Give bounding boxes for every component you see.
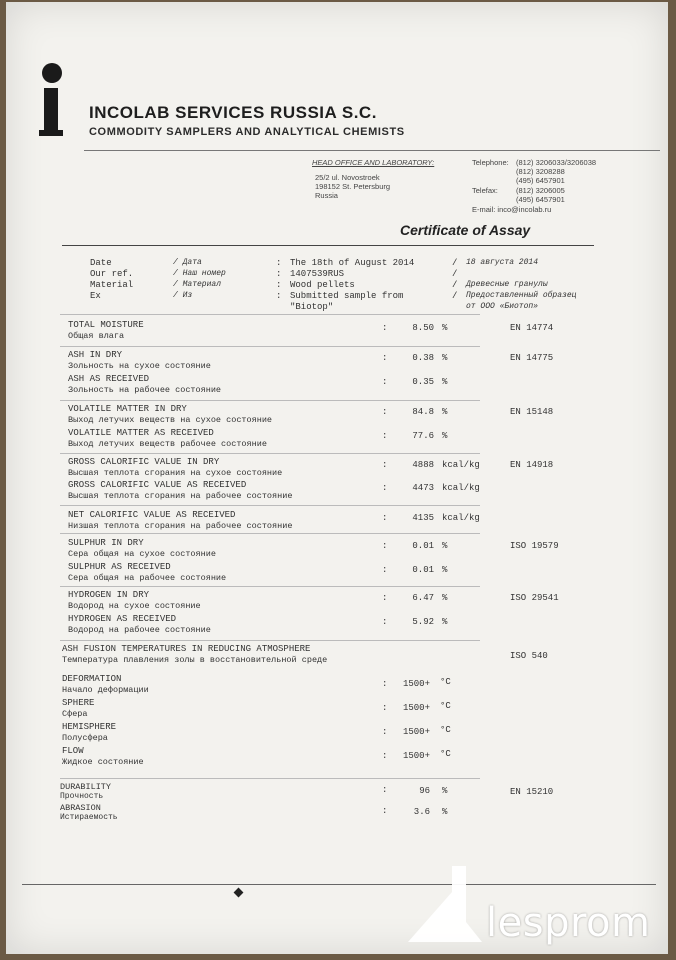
document-page xyxy=(6,2,668,954)
fusion-value: 1500+ xyxy=(402,751,430,761)
lesprom-logo-icon xyxy=(404,862,484,944)
result-value: 8.50 xyxy=(412,323,434,333)
result-colon: : xyxy=(382,541,388,551)
result-standard: ISO 19579 xyxy=(510,541,559,551)
result-label-ru: Сера общая на рабочее состояние xyxy=(68,573,227,583)
result-label-ru: Зольность на рабочее состояние xyxy=(68,385,222,395)
fusion-value: 1500+ xyxy=(402,679,430,689)
info-slash: / xyxy=(452,258,458,268)
info-label-material-ru: / Материал xyxy=(173,280,222,289)
result-colon: : xyxy=(382,353,388,363)
result-unit: % xyxy=(442,323,448,333)
info-label-date: Date xyxy=(90,258,112,268)
address-line-1: 25/2 ul. Novostroek xyxy=(315,173,380,182)
result-unit: % xyxy=(442,593,448,603)
result-unit: % xyxy=(442,353,448,363)
result-label-ru: Водород на сухое состояние xyxy=(68,601,201,611)
group-separator xyxy=(60,314,480,315)
title-rule xyxy=(62,245,594,246)
info-value-ref: 1407539RUS xyxy=(290,269,345,279)
info-slash: / xyxy=(452,280,458,290)
result-colon: : xyxy=(382,431,388,441)
durability-label-ru: Прочность xyxy=(60,792,104,801)
fusion-label-ru: Полусфера xyxy=(62,733,108,743)
result-colon: : xyxy=(382,565,388,575)
result-unit: % xyxy=(442,377,448,387)
info-value-date: The 18th of August 2014 xyxy=(290,258,415,268)
result-value: 0.38 xyxy=(412,353,434,363)
info-slash: / xyxy=(452,269,458,279)
group-separator xyxy=(60,640,480,641)
result-unit: kcal/kg xyxy=(442,460,480,470)
result-standard: EN 14775 xyxy=(510,353,554,363)
fusion-unit: °C xyxy=(440,749,451,759)
fusion-colon: : xyxy=(382,703,388,713)
info-colon: : xyxy=(276,269,282,279)
durability-colon: : xyxy=(382,806,388,816)
durability-unit: % xyxy=(442,807,448,817)
durability-label-ru: Истираемость xyxy=(60,813,118,822)
result-colon: : xyxy=(382,407,388,417)
result-label-ru: Высшая теплота сгорания на сухое состояние xyxy=(68,468,283,478)
result-standard: ISO 29541 xyxy=(510,593,559,603)
info-label-ref: Our ref. xyxy=(90,269,134,279)
fusion-standard: ISO 540 xyxy=(510,651,548,661)
result-label: GROSS CALORIFIC VALUE IN DRY xyxy=(68,457,220,467)
result-value: 84.8 xyxy=(412,407,434,417)
telefax-label: Telefax: xyxy=(472,186,498,195)
result-label-ru: Низшая теплота сгорания на рабочее состояние xyxy=(68,521,293,531)
fusion-label: HEMISPHERE xyxy=(62,722,117,732)
incolab-logo-bar xyxy=(44,88,58,134)
result-colon: : xyxy=(382,483,388,493)
result-standard: EN 14774 xyxy=(510,323,554,333)
durability-label: DURABILITY xyxy=(60,782,112,792)
telefax-1: (812) 3206005 xyxy=(516,186,565,195)
result-label: VOLATILE MATTER IN DRY xyxy=(68,404,187,414)
info-slash: / xyxy=(452,291,458,301)
fusion-unit: °C xyxy=(440,701,451,711)
incolab-logo-base xyxy=(39,130,63,136)
result-unit: kcal/kg xyxy=(442,483,480,493)
result-label: ASH IN DRY xyxy=(68,350,123,360)
company-tagline: COMMODITY SAMPLERS AND ANALYTICAL CHEMISTS xyxy=(89,126,405,138)
result-label: GROSS CALORIFIC VALUE AS RECEIVED xyxy=(68,480,247,490)
durability-value: 3.6 xyxy=(413,807,430,817)
fusion-label-ru: Сфера xyxy=(62,709,88,719)
fusion-title-ru: Температура плавления золы в восстановительной среде xyxy=(62,655,328,665)
telephone-1: (812) 3206033/3206038 xyxy=(516,158,597,167)
result-value: 0.01 xyxy=(412,541,434,551)
header-rule xyxy=(84,150,660,151)
durability-unit: % xyxy=(442,786,448,796)
result-label: SULPHUR AS RECEIVED xyxy=(68,562,171,572)
telephone-2: (812) 3208288 xyxy=(516,167,565,176)
durability-standard: EN 15210 xyxy=(510,787,554,797)
result-colon: : xyxy=(382,513,388,523)
info-colon: : xyxy=(276,291,282,301)
result-value: 0.35 xyxy=(412,377,434,387)
result-colon: : xyxy=(382,460,388,470)
fusion-colon: : xyxy=(382,727,388,737)
address-line-3: Russia xyxy=(315,191,338,200)
result-label: HYDROGEN AS RECEIVED xyxy=(68,614,177,624)
durability-label: ABRASION xyxy=(60,803,101,813)
info-colon: : xyxy=(276,280,282,290)
info-value-ex: Submitted sample from xyxy=(290,291,404,301)
fusion-colon: : xyxy=(382,679,388,689)
fusion-unit: °C xyxy=(440,677,451,687)
group-separator xyxy=(60,778,480,779)
info-value-ex-2: "Biotop" xyxy=(290,302,334,312)
result-unit: % xyxy=(442,617,448,627)
result-value: 4135 xyxy=(412,513,434,523)
group-separator xyxy=(60,586,480,587)
result-colon: : xyxy=(382,377,388,387)
certificate-title: Certificate of Assay xyxy=(400,222,531,238)
fusion-label: SPHERE xyxy=(62,698,95,708)
fusion-colon: : xyxy=(382,751,388,761)
info-label-ex: Ex xyxy=(90,291,101,301)
result-colon: : xyxy=(382,323,388,333)
address-line-2: 198152 St. Petersburg xyxy=(315,182,391,191)
result-unit: % xyxy=(442,565,448,575)
result-colon: : xyxy=(382,593,388,603)
result-label: HYDROGEN IN DRY xyxy=(68,590,150,600)
result-standard: EN 14918 xyxy=(510,460,554,470)
result-label: ASH AS RECEIVED xyxy=(68,374,150,384)
result-unit: kcal/kg xyxy=(442,513,480,523)
result-label: VOLATILE MATTER AS RECEIVED xyxy=(68,428,214,438)
group-separator xyxy=(60,533,480,534)
info-value-material: Wood pellets xyxy=(290,280,355,290)
info-label-material: Material xyxy=(90,280,134,290)
result-label-ru: Общая влага xyxy=(68,331,125,341)
group-separator xyxy=(60,400,480,401)
result-label-ru: Выход летучих веществ на сухое состояние xyxy=(68,415,273,425)
fusion-value: 1500+ xyxy=(402,727,430,737)
incolab-logo-dot xyxy=(42,63,62,83)
result-label: NET CALORIFIC VALUE AS RECEIVED xyxy=(68,510,236,520)
fusion-label-ru: Начало деформации xyxy=(62,685,149,695)
fusion-value: 1500+ xyxy=(402,703,430,713)
result-value: 4473 xyxy=(412,483,434,493)
info-value-ex-ru-2: от ООО «Биотоп» xyxy=(466,302,539,311)
result-label: SULPHUR IN DRY xyxy=(68,538,144,548)
info-label-ex-ru: / Из xyxy=(173,291,193,300)
email: E-mail: inco@incolab.ru xyxy=(472,205,552,214)
result-unit: % xyxy=(442,407,448,417)
result-label-ru: Зольность на сухое состояние xyxy=(68,361,211,371)
fusion-label: FLOW xyxy=(62,746,84,756)
telephone-label: Telephone: xyxy=(472,158,509,167)
result-label-ru: Высшая теплота сгорания на рабочее состояние xyxy=(68,491,293,501)
info-value-date-ru: 18 августа 2014 xyxy=(466,258,539,267)
fusion-title: ASH FUSION TEMPERATURES IN REDUCING ATMOSPHERE xyxy=(62,644,311,654)
telefax-2: (495) 6457901 xyxy=(516,195,565,204)
result-unit: % xyxy=(442,541,448,551)
result-colon: : xyxy=(382,617,388,627)
fusion-label: DEFORMATION xyxy=(62,674,122,684)
durability-colon: : xyxy=(382,785,388,795)
result-unit: % xyxy=(442,431,448,441)
result-value: 0.01 xyxy=(412,565,434,575)
result-standard: EN 15148 xyxy=(510,407,554,417)
result-value: 6.47 xyxy=(412,593,434,603)
fusion-label-ru: Жидкое состояние xyxy=(62,757,144,767)
result-label: TOTAL MOISTURE xyxy=(68,320,144,330)
result-label-ru: Водород на рабочее состояние xyxy=(68,625,211,635)
result-label-ru: Сера общая на сухое состояние xyxy=(68,549,216,559)
durability-value: 96 xyxy=(419,786,430,796)
group-separator xyxy=(60,453,480,454)
info-value-material-ru: Древесные гранулы xyxy=(466,280,548,289)
group-separator xyxy=(60,346,480,347)
office-label: HEAD OFFICE AND LABORATORY: xyxy=(312,158,435,167)
result-value: 5.92 xyxy=(412,617,434,627)
watermark-text: lesprom xyxy=(486,900,651,946)
info-colon: : xyxy=(276,258,282,268)
result-label-ru: Выход летучих веществ рабочее состояние xyxy=(68,439,267,449)
telephone-3: (495) 6457901 xyxy=(516,176,565,185)
footer-rule xyxy=(22,884,656,885)
result-value: 77.6 xyxy=(412,431,434,441)
group-separator xyxy=(60,505,480,506)
result-value: 4888 xyxy=(412,460,434,470)
info-value-ex-ru: Предоставленный образец xyxy=(466,291,577,300)
company-name: INCOLAB SERVICES RUSSIA S.C. xyxy=(89,103,377,122)
info-label-ref-ru: / Наш номер xyxy=(173,269,226,278)
info-label-date-ru: / Дата xyxy=(173,258,202,267)
fusion-unit: °C xyxy=(440,725,451,735)
